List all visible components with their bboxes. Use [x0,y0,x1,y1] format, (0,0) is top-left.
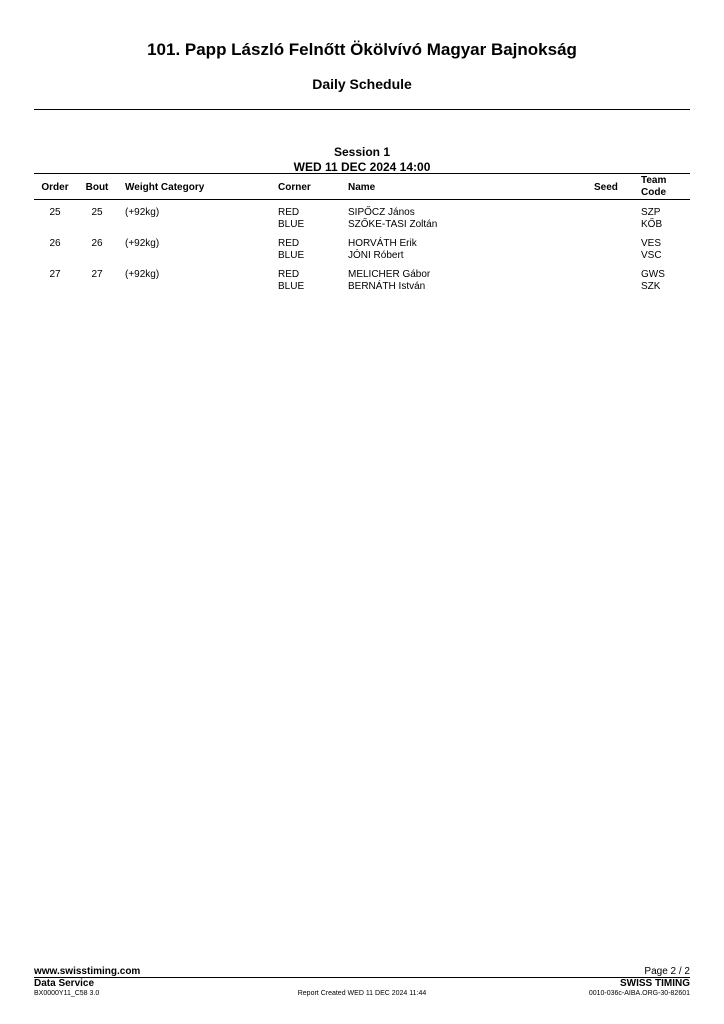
blue-name-cell: JÓNI Róbert [348,250,404,261]
red-name-cell: SIPŐCZ János [348,207,415,218]
document-title: 101. Papp László Felnőtt Ökölvívó Magyar Bajnokság [147,40,577,59]
session-name: Session 1 [333,145,391,159]
footer-doc-code: BX0000Y11_C58 3.0 [34,990,100,997]
weight-category-cell: (+92kg) [125,207,160,218]
red-corner-cell: RED [278,269,300,280]
footer-ref-code: 0010-036c-AIBA.ORG-30-82601 [588,990,690,997]
footer-brand-logo: SWISS TIMING [620,978,690,989]
blue-corner-cell: BLUE [278,281,305,292]
footer-page-number: Page 2 / 2 [644,966,690,977]
column-header-team-code [641,175,666,199]
red-corner-cell: RED [278,207,300,218]
bout-cell: 26 [91,238,103,249]
session-heading [0,145,724,175]
document-subtitle: Daily Schedule [312,76,412,92]
column-header-weight-category: Weight Category [125,182,205,193]
blue-team-cell: VSC [641,250,662,261]
table-row [0,238,724,264]
session-datetime: WED 11 DEC 2024 14:00 [293,160,431,174]
column-header-team-line1: Team [641,175,667,186]
red-name-cell: HORVÁTH Erik [348,238,417,249]
blue-name-cell: SZŐKE-TASI Zoltán [348,219,438,230]
order-cell: 26 [49,238,61,249]
red-name-cell: MELICHER Gábor [348,269,431,280]
table-header-rule [34,199,690,200]
header-divider [34,109,690,110]
footer-data-service: Data Service [34,978,95,989]
table-row [0,269,724,295]
weight-category-cell: (+92kg) [125,238,160,249]
red-team-cell: SZP [641,207,661,218]
blue-name-cell: BERNÁTH István [348,281,426,292]
footer-website-link[interactable]: www.swisstiming.com [34,966,141,977]
column-header-corner: Corner [278,182,311,193]
blue-team-cell: SZK [641,281,661,292]
table-row [0,207,724,233]
column-header-seed: Seed [594,182,618,193]
footer-divider [34,977,690,978]
blue-corner-cell: BLUE [278,219,305,230]
order-cell: 27 [49,269,61,280]
column-header-order: Order [41,182,69,193]
column-header-bout: Bout [85,182,109,193]
blue-team-cell: KŐB [641,219,663,230]
bout-cell: 25 [91,207,103,218]
bout-cell: 27 [91,269,103,280]
weight-category-cell: (+92kg) [125,269,160,280]
column-header-team-line2: Code [641,187,666,198]
table-top-rule [34,173,690,174]
red-team-cell: GWS [641,269,665,280]
order-cell: 25 [49,207,61,218]
red-team-cell: VES [641,238,662,249]
red-corner-cell: RED [278,238,300,249]
column-header-name: Name [348,182,376,193]
footer-report-created: Report Created WED 11 DEC 2024 11:44 [297,990,427,997]
blue-corner-cell: BLUE [278,250,305,261]
